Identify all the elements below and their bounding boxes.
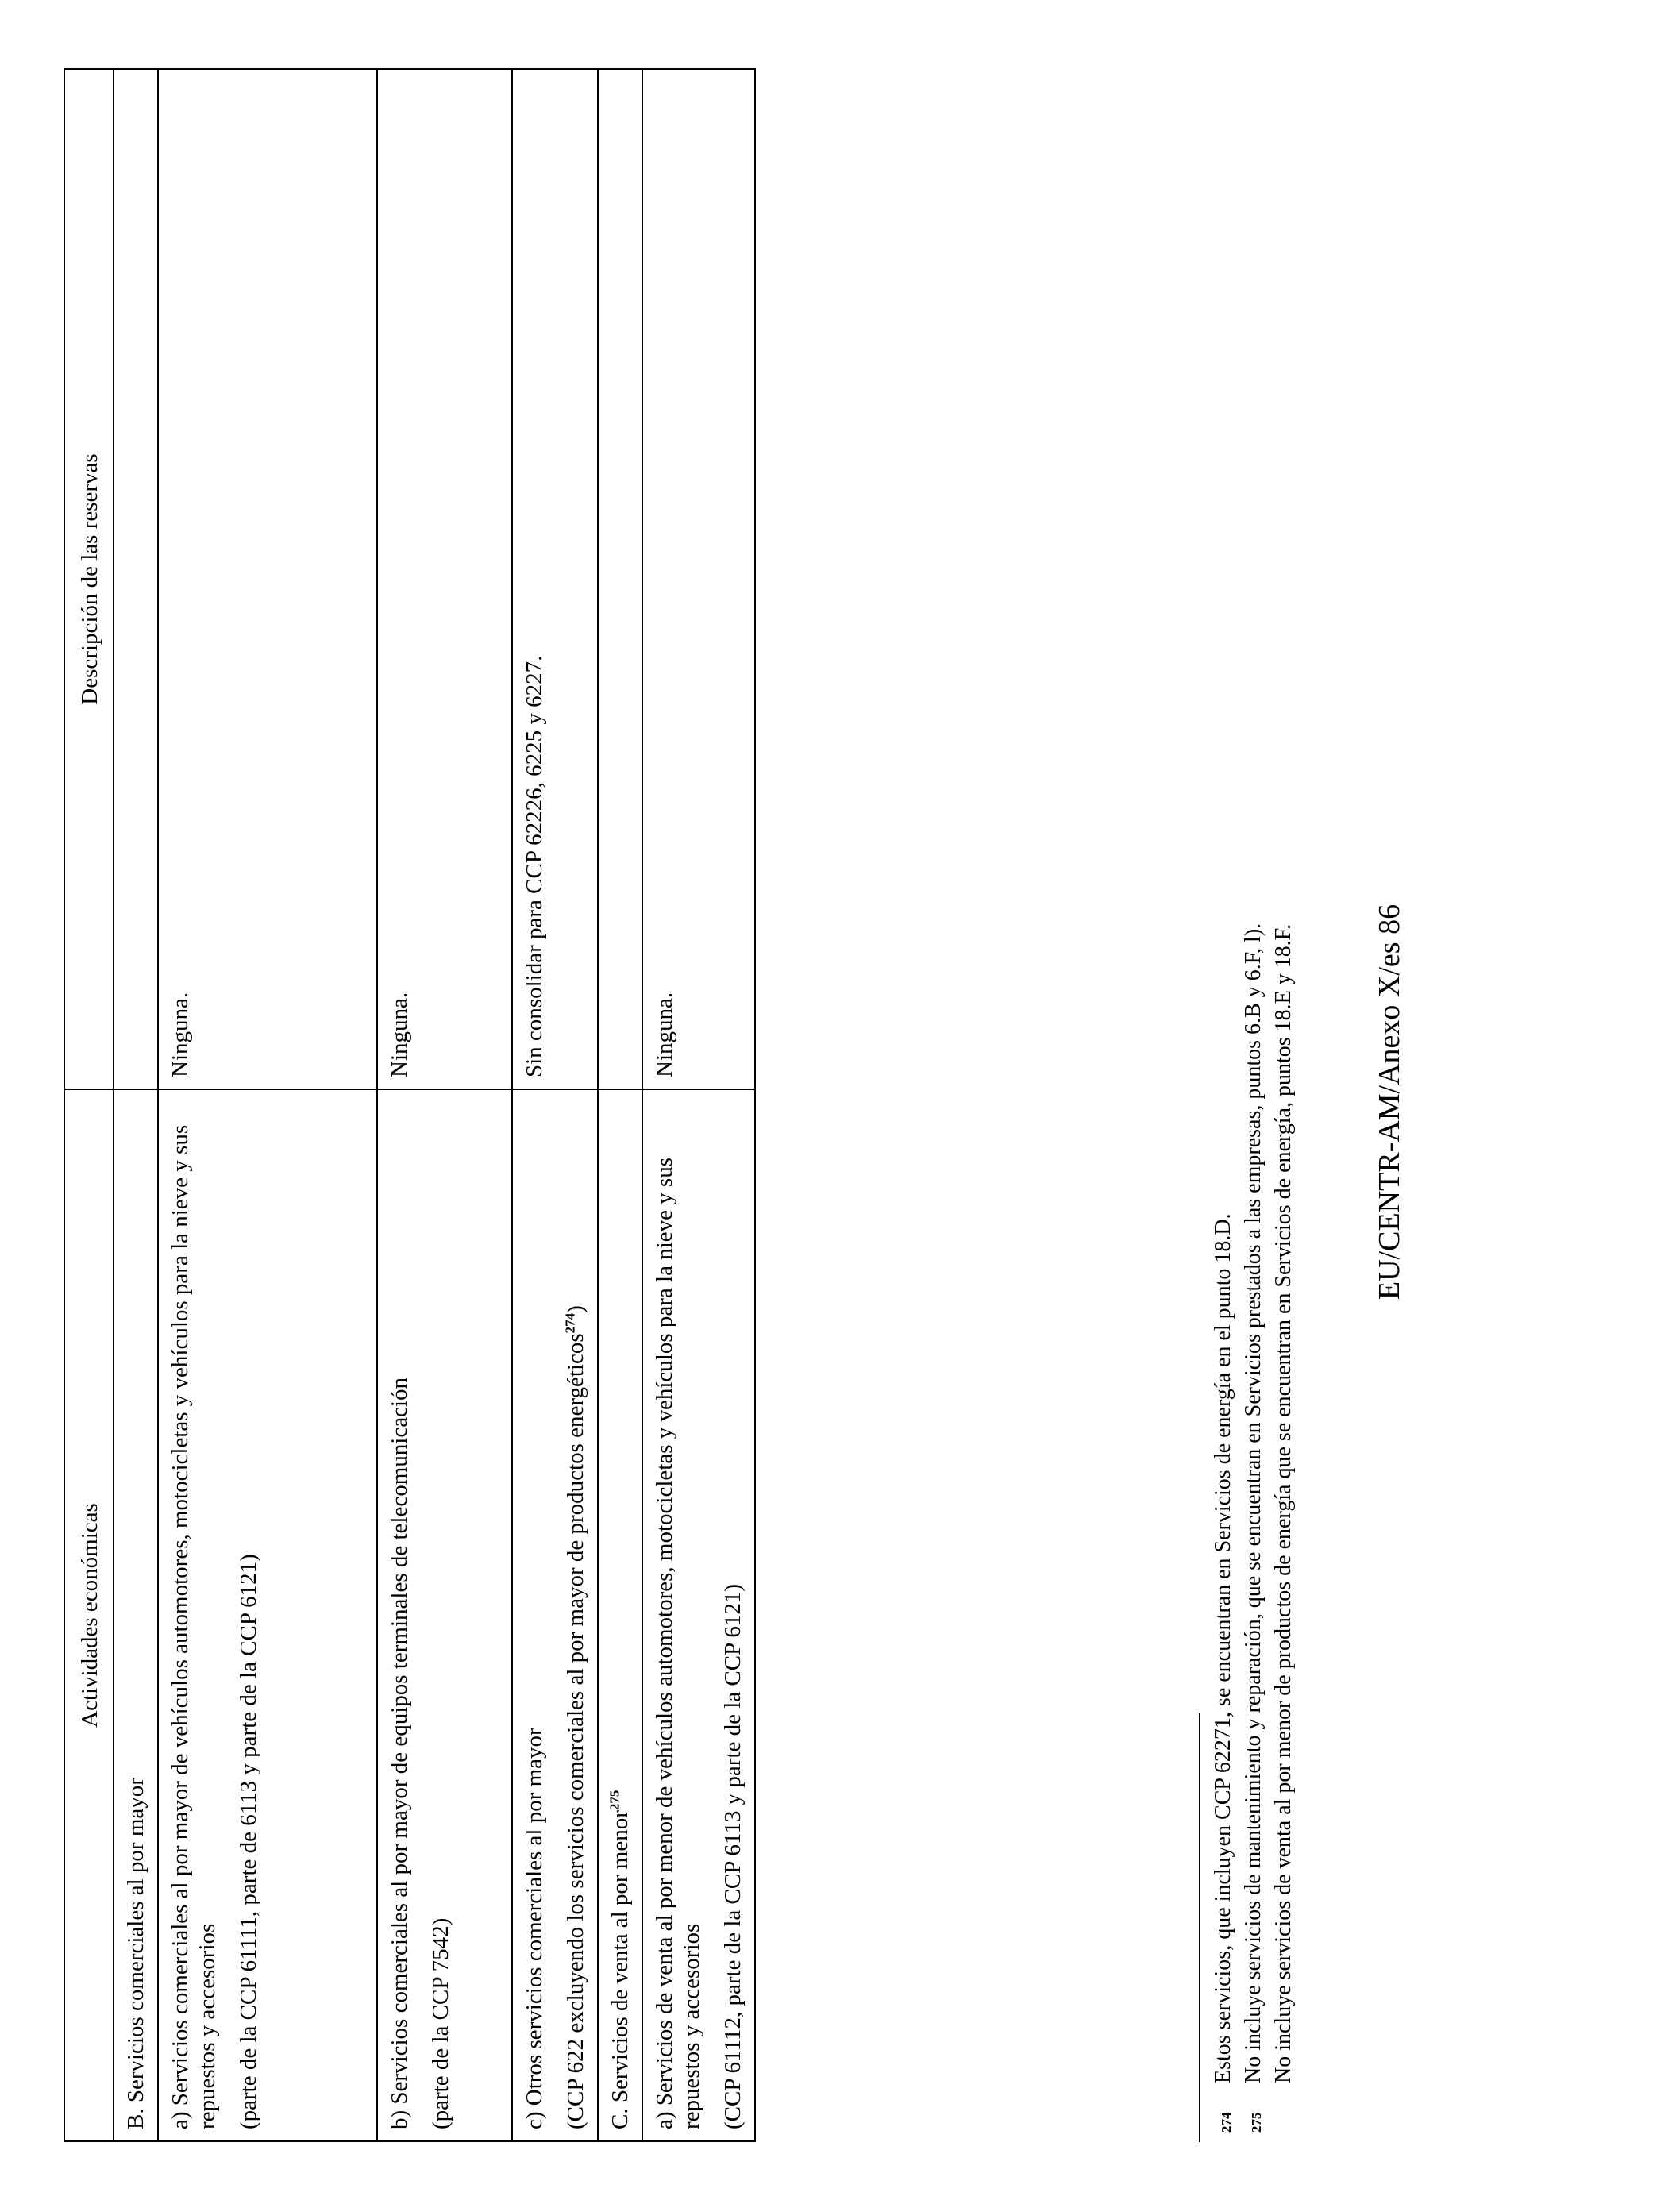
page-footer: EU/CENTR-AM/Anexo X/es 86 [1373, 904, 1406, 1300]
section-c-label: C. Servicios de venta al por menor [607, 1810, 633, 2129]
description-cell: Ninguna. [158, 69, 377, 1089]
header-activities: Actividades económicas [64, 1089, 114, 2141]
footnote-text: No incluye servicios de venta al por menor de productos de energía que se encuentran en Servicios de energía, puntos 18.E y 18.F. [1271, 923, 1296, 2083]
activity-codes: (parte de la CCP 7542) [428, 1917, 453, 2129]
footnote-text: No incluye servicios de mantenimiento y reparación, que se encuentran en Servicios prestados a las empresas, puntos 6.B y 6.F, l). [1241, 923, 1266, 2083]
footnote-number: 275 [1249, 2112, 1264, 2133]
section-c-cell [598, 1089, 642, 2141]
table-row [512, 69, 598, 2141]
header-row [64, 69, 114, 2141]
codes-close: ) [563, 1305, 588, 1313]
reservations-table [64, 68, 756, 2142]
section-b-label: B. Servicios comerciales al por mayor [114, 1089, 158, 2141]
description-cell: Ninguna. [377, 69, 512, 1089]
footnote-ref-275: 275 [607, 1790, 622, 1811]
activity-cell [642, 1089, 755, 2141]
section-row-c [598, 69, 642, 2141]
activity-cell [377, 1089, 512, 2141]
footnote-text: Estos servicios, que incluyen CCP 62271, se encuentran en Servicios de energía en el punto 18.D. [1211, 1213, 1235, 2083]
activity-text: a) Servicios de venta al por menor de vehículos automotores, motocicletas y vehículos para la nieve y sus repuestos y accesorios [652, 1157, 704, 2129]
table-row [377, 69, 512, 2141]
footnote-ref-274: 274 [562, 1312, 578, 1334]
description-cell: Sin consolidar para CCP 62226, 6225 y 6227. [512, 69, 598, 1089]
activity-text: c) Otros servicios comerciales al por mayor [522, 1728, 547, 2129]
table-row [158, 69, 377, 2141]
activity-codes: (parte de la CCP 61111, parte de 6113 y parte de la CCP 6121) [236, 1554, 261, 2129]
footnote-rule [1199, 1713, 1200, 2142]
activity-text: a) Servicios comerciales al por mayor de vehículos automotores, motocicletas y vehículos para la nieve y sus repuestos y accesorios [168, 1124, 220, 2129]
section-row-b [114, 69, 158, 2141]
codes-text: (CCP 622 excluyendo los servicios comerciales al por mayor de productos energéticos [563, 1333, 588, 2129]
description-cell: Ninguna. [642, 69, 755, 1089]
activity-codes: (CCP 61112, parte de la CCP 6113 y parte de la CCP 6121) [720, 1583, 746, 2129]
activity-text: b) Servicios comerciales al por mayor de equipos terminales de telecomunicación [387, 1378, 412, 2129]
table-row [642, 69, 755, 2141]
activity-cell [512, 1089, 598, 2141]
activity-codes [562, 1101, 589, 2129]
header-description: Descripción de las reservas [64, 69, 114, 1089]
footnote-number: 274 [1219, 2112, 1234, 2133]
activity-cell [158, 1089, 377, 2141]
